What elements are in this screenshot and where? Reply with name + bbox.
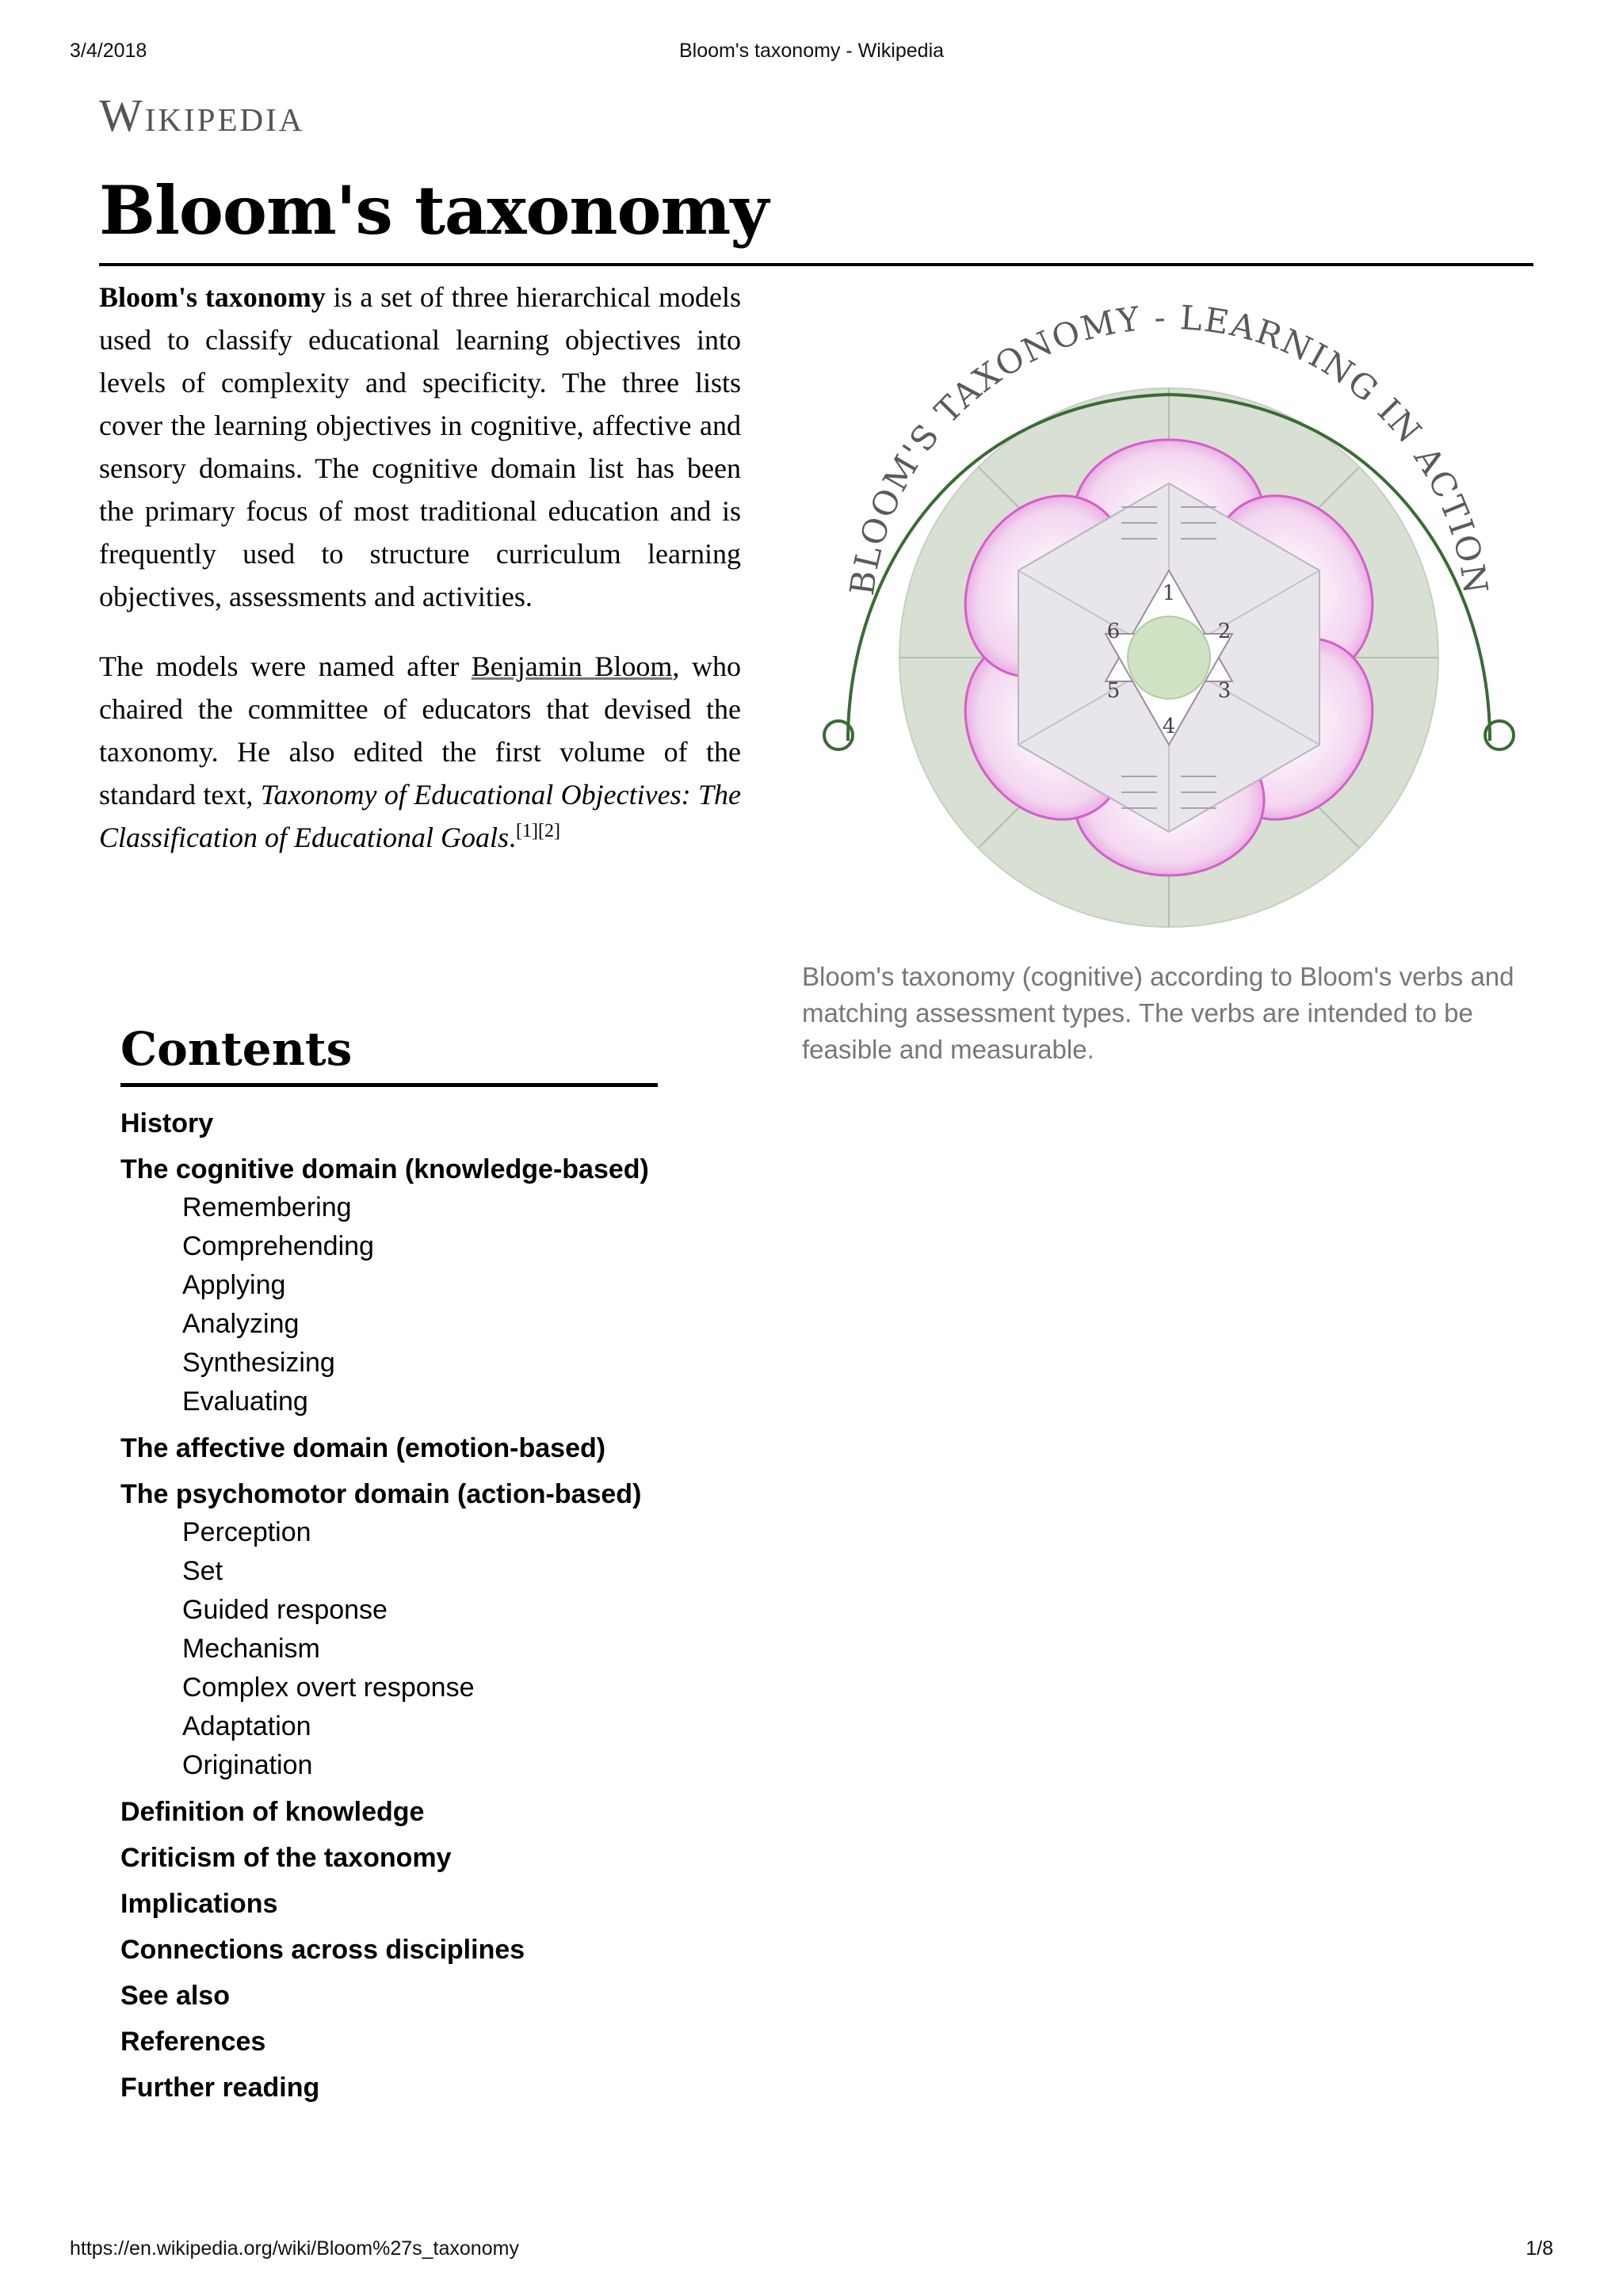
reference-1-link[interactable]: [1] — [516, 821, 538, 841]
wikipedia-wordmark[interactable]: Wikipedia — [99, 90, 305, 141]
toc-item[interactable] — [120, 2023, 659, 2061]
toc-subitem[interactable]: Guided response — [182, 1594, 388, 1625]
toc-item-label[interactable]: Criticism of the taxonomy — [120, 1842, 452, 1873]
toc-subitem[interactable]: Evaluating — [182, 1386, 308, 1417]
svg-text:4: 4 — [1162, 715, 1176, 738]
toc-item-label[interactable]: Implications — [120, 1888, 278, 1919]
svg-text:5: 5 — [1106, 679, 1121, 703]
toc-subitem[interactable]: Synthesizing — [182, 1347, 335, 1378]
print-url: https://en.wikipedia.org/wiki/Bloom%27s_taxonomy — [70, 2237, 519, 2260]
toc-item[interactable] — [120, 1104, 659, 1142]
benjamin-bloom-link[interactable]: Benjamin Bloom — [471, 650, 673, 682]
toc-item[interactable] — [120, 1475, 659, 1785]
toc-item-label[interactable]: Further reading — [120, 2072, 320, 2103]
toc-subitem[interactable]: Remembering — [182, 1192, 352, 1222]
toc-item-label[interactable]: The psychomotor domain (action-based) — [120, 1478, 642, 1509]
lead-paragraph-2 — [99, 645, 741, 859]
toc-item-label[interactable]: The cognitive domain (knowledge-based) — [120, 1154, 649, 1184]
toc-item[interactable] — [120, 1839, 659, 1877]
print-page-title: Bloom's taxonomy - Wikipedia — [678, 40, 945, 62]
toc-item[interactable] — [120, 1931, 659, 1969]
svg-text:6: 6 — [1106, 620, 1121, 643]
lead-text: The models were named after — [99, 650, 472, 682]
article-lead — [99, 276, 741, 886]
toc-item[interactable] — [120, 1150, 659, 1421]
lead-paragraph-1 — [99, 276, 741, 618]
toc-item-label[interactable]: References — [120, 2026, 266, 2057]
toc-item-label[interactable]: The affective domain (emotion-based) — [120, 1432, 606, 1463]
svg-text:2: 2 — [1217, 620, 1232, 643]
toc-title: Contents — [120, 1020, 658, 1087]
toc-item-label[interactable]: See also — [120, 1980, 230, 2011]
toc-list — [120, 1104, 659, 2107]
toc-subitem[interactable]: Analyzing — [182, 1308, 300, 1339]
print-date: 3/4/2018 — [70, 40, 147, 62]
toc-subitem[interactable]: Set — [182, 1555, 223, 1586]
lead-text: is a set of three hierarchical models used to classify educational learning objectives into levels of complexity and specificity. The three lists cover the learning objectives in cognitive, affective and sensory domains. The cognitive domain list has been the primary focus of most traditional education and is frequently used to structure curriculum learning objectives, assessments and activities. — [99, 281, 741, 612]
center-web — [1128, 616, 1210, 699]
toc-item-label[interactable]: Definition of knowledge — [120, 1796, 425, 1827]
page-title: Bloom's taxonomy — [99, 171, 769, 250]
toc-item[interactable] — [120, 1885, 659, 1923]
toc-item[interactable] — [120, 2069, 659, 2107]
lead-text: . — [509, 822, 517, 853]
toc-subitem[interactable]: Adaptation — [182, 1711, 311, 1741]
toc-sublist — [120, 1188, 659, 1421]
svg-text:1: 1 — [1162, 582, 1176, 605]
toc-subitem[interactable]: Perception — [182, 1516, 311, 1547]
title-divider — [99, 263, 1533, 266]
toc-item[interactable] — [120, 1429, 659, 1467]
lead-bold-term: Bloom's taxonomy — [99, 281, 326, 313]
blooms-taxonomy-wheel-image[interactable] — [800, 301, 1537, 951]
figure-caption: Bloom's taxonomy (cognitive) according to Bloom's verbs and matching assessment types. The verbs are intended to be feasible and measurable. — [802, 962, 1514, 1064]
svg-text:3: 3 — [1217, 679, 1232, 703]
toc-item-label[interactable]: Connections across disciplines — [120, 1934, 525, 1965]
arc-title: BLOOM'S TAXONOMY - LEARNING IN ACTION — [842, 301, 1496, 598]
reference-2-link[interactable]: [2] — [538, 821, 560, 841]
book-title: Taxonomy of Educational Objectives: The Classification of Educational Goals — [99, 779, 741, 853]
toc-subitem[interactable]: Mechanism — [182, 1633, 320, 1664]
lead-text: , who chaired the committee of educators that devised the taxonomy. He also edited the first volume of the standard text, — [99, 650, 741, 810]
print-page-number: 1/8 — [1526, 2237, 1553, 2260]
toc-item[interactable] — [120, 1793, 659, 1831]
toc-item-label[interactable]: History — [120, 1108, 214, 1138]
toc-subitem[interactable]: Origination — [182, 1749, 313, 1780]
toc-subitem[interactable]: Applying — [182, 1269, 286, 1300]
toc-subitem[interactable]: Complex overt response — [182, 1672, 475, 1703]
table-of-contents — [120, 1020, 659, 2107]
toc-sublist — [120, 1513, 659, 1785]
toc-subitem[interactable]: Comprehending — [182, 1230, 374, 1261]
toc-item[interactable] — [120, 1977, 659, 2015]
